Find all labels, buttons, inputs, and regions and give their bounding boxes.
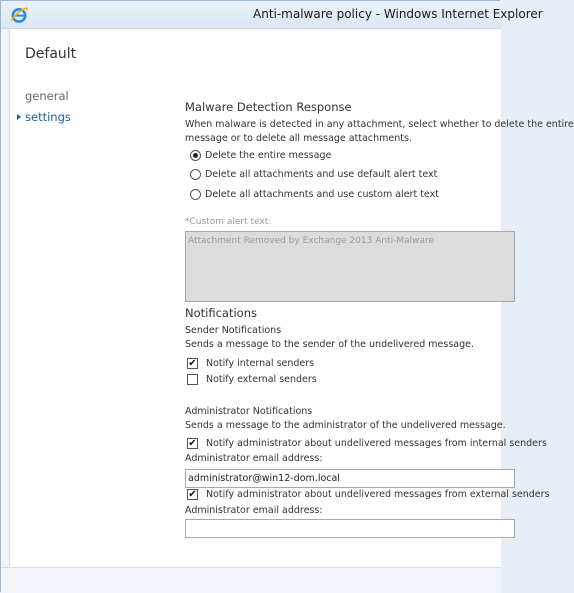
admin-external-email-label: Administrator email address: xyxy=(185,505,323,516)
admin-internal-email-input[interactable] xyxy=(185,469,515,488)
administrator-notifications-heading: Administrator Notifications xyxy=(185,406,313,417)
window-title: Anti-malware policy - Windows Internet Explorer xyxy=(253,7,543,21)
custom-alert-textarea[interactable]: Attachment Removed by Exchange 2013 Anti-Malware xyxy=(185,231,515,302)
radio-button[interactable] xyxy=(190,169,201,180)
radio-delete-attachments-custom-alert[interactable] xyxy=(190,189,439,200)
malware-detection-heading: Malware Detection Response xyxy=(185,100,352,114)
checkbox-notify-internal-senders[interactable] xyxy=(187,358,314,369)
custom-alert-text-label: *Custom alert text: xyxy=(185,217,272,227)
administrator-notifications-description: Sends a message to the administrator of the undelivered message. xyxy=(185,420,506,431)
radio-button[interactable] xyxy=(190,189,201,200)
checkbox-label: Notify external senders xyxy=(206,374,317,385)
checkbox-notify-admin-external[interactable] xyxy=(187,489,550,500)
nav-item-general[interactable]: general xyxy=(25,89,69,103)
checkbox-label: Notify administrator about undelivered messages from internal senders xyxy=(206,438,547,449)
radio-label: Delete the entire message xyxy=(205,150,332,161)
sender-notifications-heading: Sender Notifications xyxy=(185,325,282,336)
check-icon[interactable]: ✔ xyxy=(188,438,197,449)
title-bar xyxy=(1,1,543,29)
radio-delete-attachments-default-alert[interactable] xyxy=(190,169,437,180)
checkbox-box[interactable] xyxy=(187,374,198,385)
sender-notifications-description: Sends a message to the sender of the undelivered message. xyxy=(185,339,474,350)
malware-description-line-1: When malware is detected in any attachment, select whether to delete the entire xyxy=(185,119,574,130)
notifications-heading: Notifications xyxy=(185,306,257,320)
checkbox-notify-external-senders[interactable] xyxy=(187,374,317,385)
nav-item-settings[interactable]: settings xyxy=(25,110,71,124)
checkbox-label: Notify administrator about undelivered messages from external senders xyxy=(206,489,550,500)
checkbox-notify-admin-internal[interactable] xyxy=(187,438,547,449)
check-icon[interactable]: ✔ xyxy=(188,489,197,500)
page-title: Default xyxy=(25,46,77,62)
check-icon[interactable]: ✔ xyxy=(188,358,197,369)
malware-description-line-2: message or to delete all message attachments. xyxy=(185,133,412,144)
radio-delete-entire-message[interactable] xyxy=(190,150,331,161)
radio-label: Delete all attachments and use default alert text xyxy=(205,169,438,180)
admin-external-email-input[interactable] xyxy=(185,519,515,538)
internet-explorer-icon xyxy=(10,6,28,24)
policy-content-pane xyxy=(9,29,574,567)
radio-button[interactable] xyxy=(190,150,201,161)
checkbox-label: Notify internal senders xyxy=(206,358,315,369)
dialog-footer xyxy=(1,567,501,593)
radio-label: Delete all attachments and use custom alert text xyxy=(205,189,439,200)
nav-selected-arrow-icon xyxy=(17,114,21,120)
admin-internal-email-label: Administrator email address: xyxy=(185,453,323,464)
